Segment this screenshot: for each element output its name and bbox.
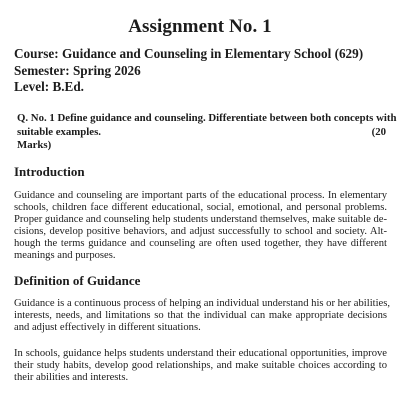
- paragraph-line: Guidance and counseling are important parts of the educational process. In elementary: [14, 190, 387, 201]
- question-line-2: [17, 126, 386, 140]
- paragraph-line: interests, needs, and limitations so that the individual can make appropriate decisions: [14, 309, 387, 321]
- paragraph-line: cisions, develop positive behaviors, and adjust successfully to school and society. Alt-: [14, 225, 387, 237]
- level-line: Level: B.Ed.: [14, 79, 84, 94]
- question-marks-open: (20: [371, 125, 386, 138]
- definition-paragraph-1: [14, 298, 390, 334]
- semester-line: Semester: Spring 2026: [14, 63, 141, 78]
- paragraph-line: In schools, guidance helps students understand their educational opportunities, improve: [14, 348, 387, 359]
- definition-heading: Definition of Guidance: [14, 273, 141, 288]
- paragraph-line: Guidance is a continuous process of helping an individual understand his or her abilities,: [14, 298, 390, 309]
- paragraph-line: schools, children face different educational, social, emotional, and personal problems.: [14, 201, 387, 213]
- question-line-1: Q. No. 1 Define guidance and counseling. Differentiate between both concepts with: [17, 112, 397, 124]
- paragraph-line: their abilities and interests.: [14, 371, 129, 383]
- paragraph-line: their study habits, develop good relationships, and make suitable choices according to: [14, 359, 387, 371]
- assignment-title: Assignment No. 1: [128, 16, 272, 37]
- paragraph-line: meanings and purposes.: [14, 249, 116, 261]
- introduction-heading: Introduction: [14, 164, 85, 179]
- paragraph-line: and adjust effectively in different situations.: [14, 321, 201, 333]
- course-line: Course: Guidance and Counseling in Elementary School (629): [14, 46, 364, 61]
- definition-paragraph-2: [14, 348, 387, 384]
- introduction-paragraph: [14, 190, 387, 261]
- question-line-2-text: suitable examples.: [17, 125, 101, 138]
- question-block: [17, 112, 397, 153]
- paragraph-line: hough the terms guidance and counseling are often used together, they have different: [14, 237, 387, 249]
- question-line-3: Marks): [17, 139, 52, 151]
- paragraph-line: Proper guidance and counseling help students understand themselves, make suitable de-: [14, 213, 387, 225]
